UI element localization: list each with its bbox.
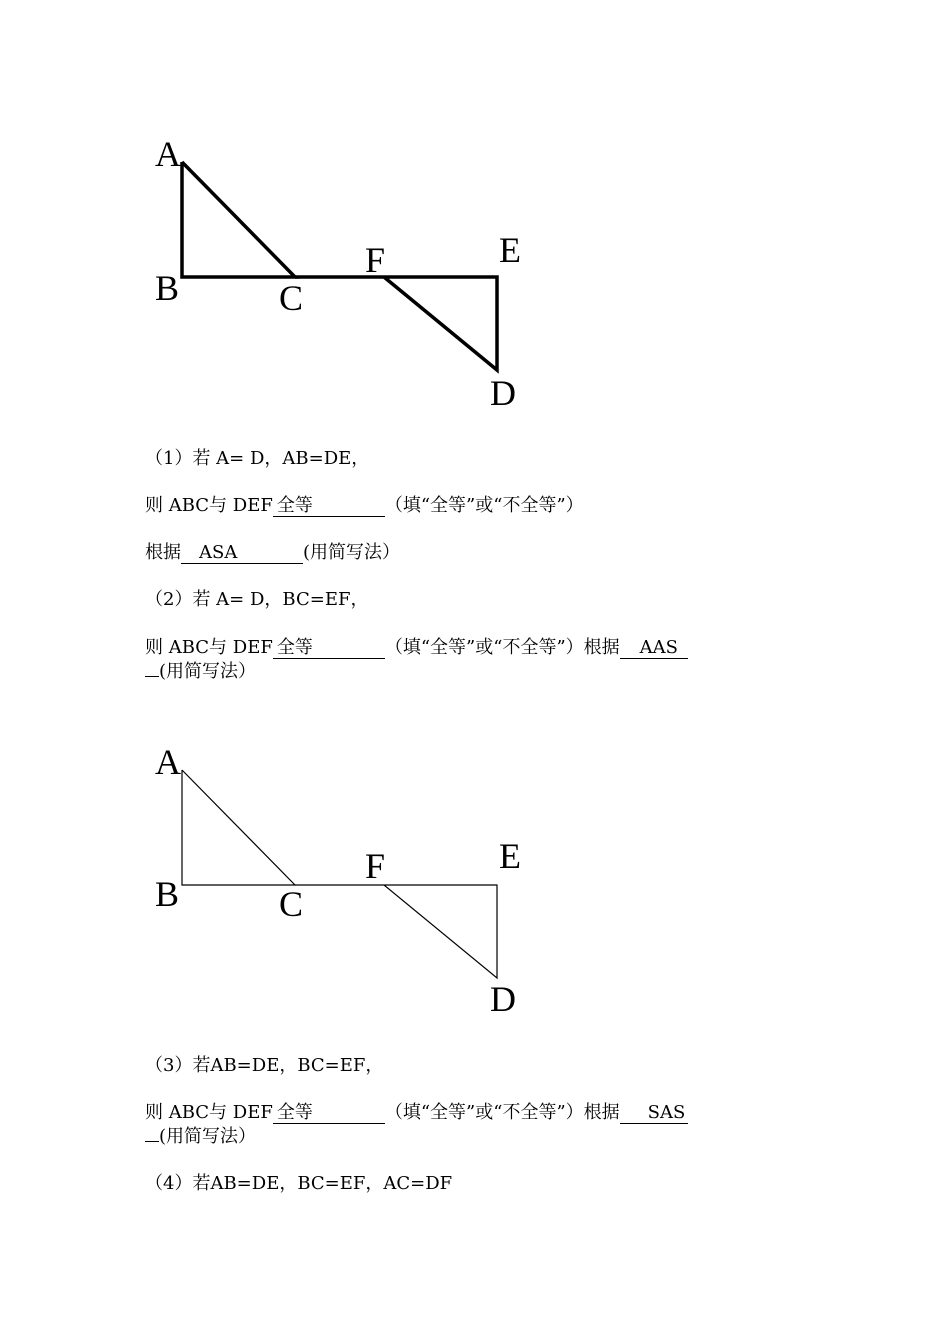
label-d: D	[490, 373, 516, 413]
q1-line3	[145, 541, 400, 565]
q1-line2	[145, 494, 584, 518]
triangle-def	[384, 277, 497, 370]
q3-line1: （3）若AB=DE，BC=EF，	[145, 1055, 384, 1076]
label-a: A	[155, 134, 181, 174]
q3-line3	[145, 1125, 256, 1149]
label-a: A	[155, 742, 181, 782]
label-c: C	[279, 278, 304, 318]
triangle-abc	[182, 162, 295, 277]
q3-prefix: 则 ABC与 DEF	[145, 1102, 273, 1123]
q1-line1: （1）若 A= D，AB=DE，	[145, 448, 370, 469]
q3-answer: 全等	[273, 1103, 385, 1124]
triangle-def	[384, 885, 497, 978]
label-c: C	[279, 884, 304, 924]
triangle-figure-thin	[0, 608, 950, 1028]
q2-suffix: （填“全等”或“不全等”）根据	[384, 637, 620, 658]
label-b: B	[155, 268, 180, 308]
q2-line1: （2）若 A= D，BC=EF，	[145, 589, 369, 610]
q2-basis: AAS	[620, 638, 688, 659]
label-e: E	[499, 230, 521, 270]
q3-basis-suffix: (用简写法）	[159, 1126, 257, 1147]
q1-suffix: （填“全等”或“不全等”）	[384, 495, 584, 516]
q3-line2	[145, 1101, 688, 1125]
q2-answer: 全等	[273, 638, 385, 659]
q1-basis-suffix: (用简写法）	[303, 542, 401, 563]
q1-basis-prefix: 根据	[145, 542, 181, 563]
q3-basis: SAS	[620, 1103, 688, 1124]
q2-prefix: 则 ABC与 DEF	[145, 637, 273, 658]
q1-basis: ASA	[181, 543, 303, 564]
figure-1	[0, 0, 950, 420]
figure-2	[0, 608, 950, 1028]
triangle-figure-bold	[0, 0, 950, 420]
label-e: E	[499, 836, 521, 876]
q3-suffix: （填“全等”或“不全等”）根据	[384, 1102, 620, 1123]
label-f: F	[365, 846, 386, 886]
label-f: F	[365, 240, 386, 280]
q1-answer: 全等	[273, 496, 385, 517]
label-b: B	[155, 874, 180, 914]
q1-prefix: 则 ABC与 DEF	[145, 495, 273, 516]
q3-blank-tail	[145, 1141, 159, 1142]
label-d: D	[490, 979, 516, 1019]
q4-line1: （4）若AB=DE，BC=EF，AC=DF	[145, 1173, 453, 1194]
triangle-abc	[182, 770, 295, 885]
q2-basis-suffix: (用简写法）	[159, 661, 257, 682]
